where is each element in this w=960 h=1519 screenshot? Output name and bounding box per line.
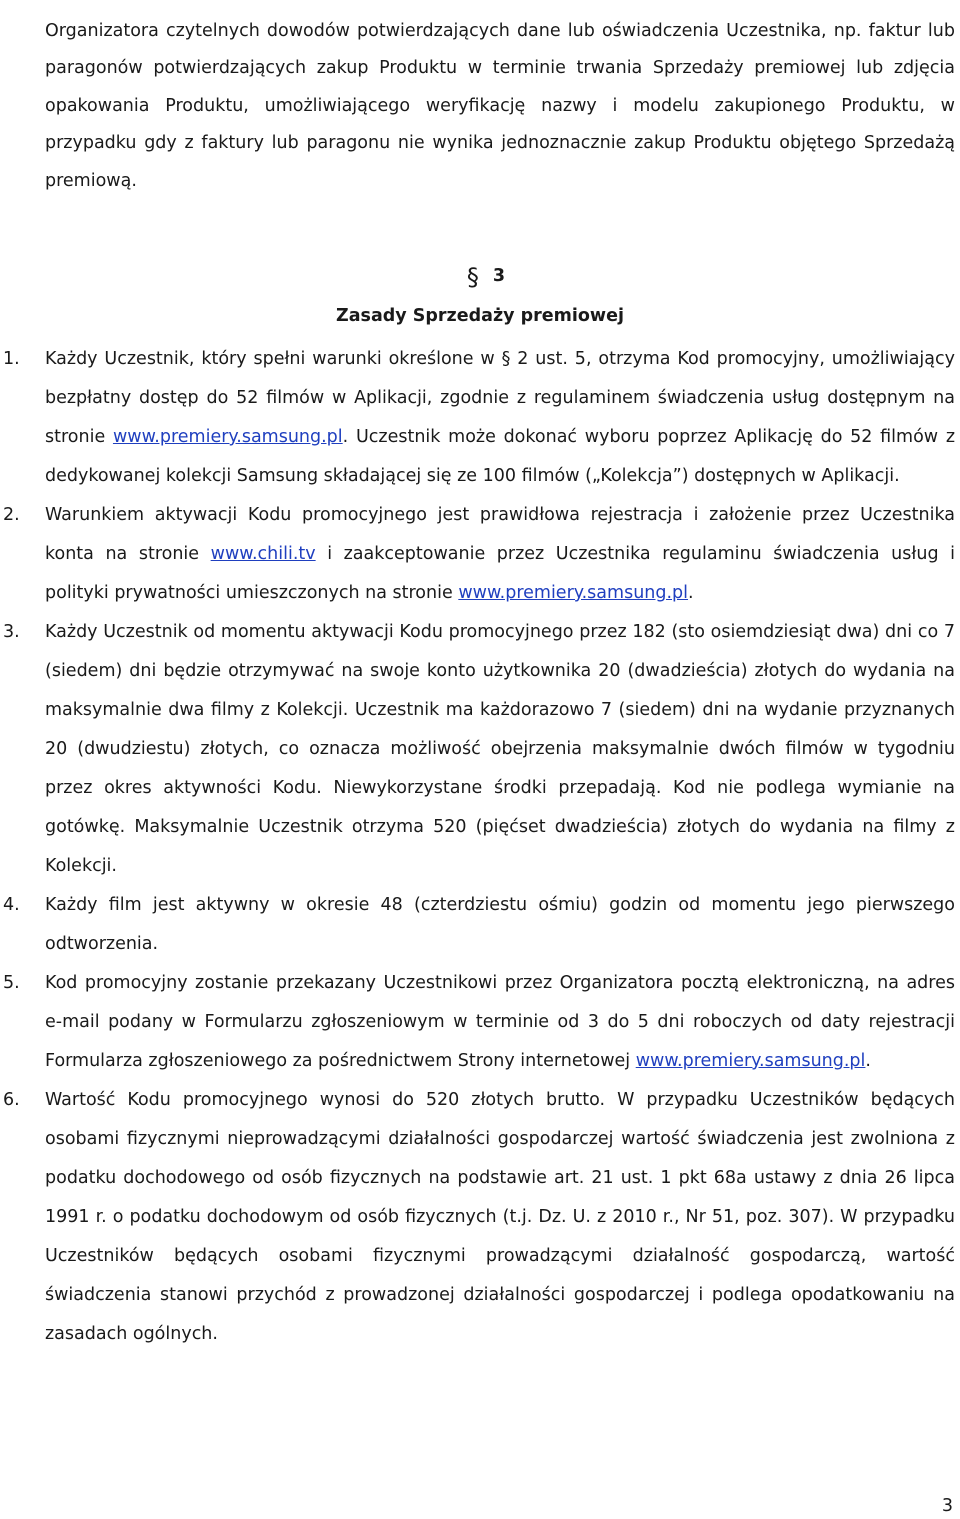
list-item-6	[0, 1081, 960, 1354]
item-number: 1.	[3, 349, 20, 369]
list-item-4	[0, 886, 960, 964]
list-item-1	[0, 340, 960, 496]
premiery-link[interactable]: www.premiery.samsung.pl	[635, 1051, 866, 1071]
numbered-list	[0, 340, 960, 1354]
premiery-link[interactable]: www.premiery.samsung.pl	[112, 427, 343, 447]
item-number: 6.	[3, 1090, 20, 1110]
item-text: Każdy film jest aktywny w okresie 48 (czterdziestu ośmiu) godzin od momentu jego pierwszego odtworzenia.	[45, 895, 955, 954]
item-text: Każdy Uczestnik, który spełni warunki określone w § 2 ust. 5, otrzyma Kod promocyjny, umożliwiający bezpłatny dostęp do 52 filmów w Aplikacji, zgodnie z regulaminem świadczenia usług dostępnym na stronie www.premiery.samsung.pl. Uczestnik może dokonać wyboru poprzez Aplikację do 52 filmów z dedykowanej kolekcji Samsung składającej się ze 100 filmów („Kolekcja”) dostępnych w Aplikacji.	[45, 349, 956, 486]
chili-link[interactable]: www.chili.tv	[210, 544, 316, 564]
item-number: 5.	[3, 973, 20, 993]
section-sign: §	[466, 263, 479, 291]
list-item-5	[0, 964, 960, 1081]
section-heading-number	[0, 263, 960, 291]
page-number: 3	[941, 1496, 953, 1516]
item-text: Kod promocyjny zostanie przekazany Uczestnikowi przez Organizatora pocztą elektroniczną, na adres e-mail podany w Formularzu zgłoszeniowym w terminie od 3 do 5 dni roboczych od daty rejestracji Formularza zgłoszeniowego za pośrednictwem Strony internetowej www.premiery.samsung.pl.	[45, 973, 955, 1071]
intro-paragraph: Organizatora czytelnych dowodów potwierdzających dane lub oświadczenia Uczestnika, np. faktur lub paragonów potwierdzających zakup Produktu w terminie trwania Sprzedaży premiowej lub zdjęcia opakowania Produktu, umożliwiającego weryfikację nazwy i modelu zakupionego Produktu, w przypadku gdy z faktury lub paragonu nie wynika jednoznacznie zakup Produktu objętego Sprzedażą premiową.	[45, 20, 955, 191]
list-item-2	[0, 496, 960, 613]
item-number: 2.	[3, 505, 20, 525]
item-number: 3.	[3, 622, 20, 642]
item-text: Warunkiem aktywacji Kodu promocyjnego jest prawidłowa rejestracja i założenie przez Uczestnika konta na stronie www.chili.tv i zaakceptowanie przez Uczestnika regulaminu świadczenia usług i polityki prywatności umieszczonych na stronie www.premiery.samsung.pl.	[45, 505, 955, 603]
item-number: 4.	[3, 895, 20, 915]
list-item-3	[0, 613, 960, 886]
item-text: Wartość Kodu promocyjnego wynosi do 520 złotych brutto. W przypadku Uczestników będących osobami fizycznymi nieprowadzącymi działalności gospodarczej wartość świadczenia jest zwolniona z podatku dochodowego od osób fizycznych na podstawie art. 21 ust. 1 pkt 68a ustawy z dnia 26 lipca 1991 r. o podatku dochodowym od osób fizycznych (t.j. Dz. U. z 2010 r., Nr 51, poz. 307). W przypadku Uczestników będących osobami fizycznymi prowadzącymi działalność gospodarczą, wartość świadczenia stanowi przychód z prowadzonej działalności gospodarczej i podlega opodatkowaniu na zasadach ogólnych.	[45, 1090, 955, 1344]
item-text: Każdy Uczestnik od momentu aktywacji Kodu promocyjnego przez 182 (sto osiemdziesiąt dwa) dni co 7 (siedem) dni będzie otrzymywać na swoje konto użytkownika 20 (dwadzieścia) złotych do wydania na maksymalnie dwa filmy z Kolekcji. Uczestnik ma każdorazowo 7 (siedem) dni na wydanie przyznanych 20 (dwudziestu) złotych, co oznacza możliwość obejrzenia maksymalnie dwóch filmów w tygodniu przez okres aktywności Kodu. Niewykorzystane środki przepadają. Kod nie podlega wymianie na gotówkę. Maksymalnie Uczestnik otrzyma 520 (pięćset dwadzieścia) złotych do wydania na filmy z Kolekcji.	[45, 622, 955, 876]
section-title: Zasady Sprzedaży premiowej	[336, 306, 624, 326]
premiery-link[interactable]: www.premiery.samsung.pl	[458, 583, 689, 603]
section-number: 3	[492, 266, 506, 286]
